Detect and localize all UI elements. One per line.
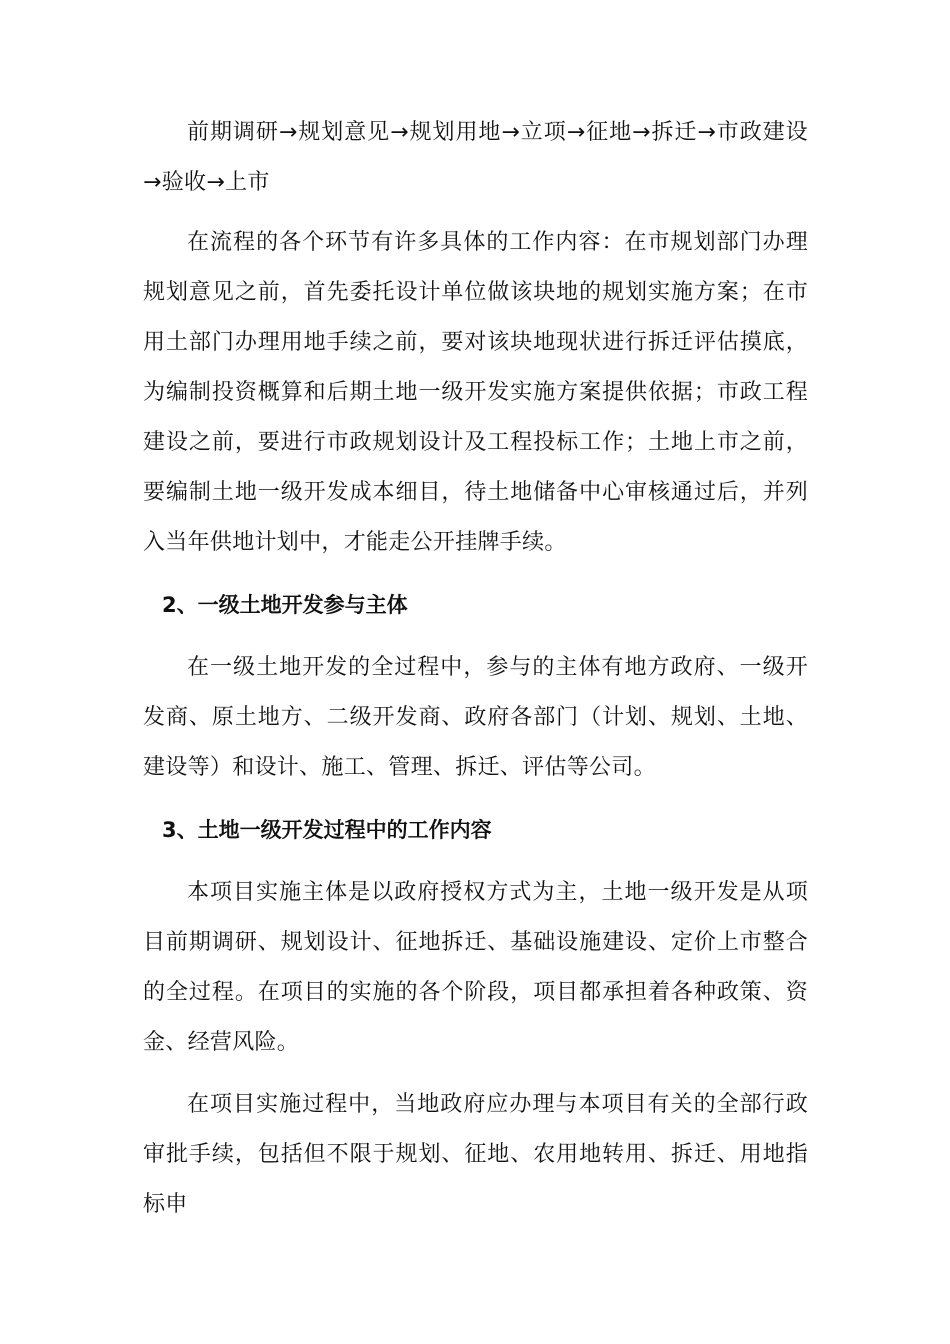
- section-heading-participants: 2、一级土地开发参与主体: [162, 593, 408, 617]
- paragraph-participants: 在一级土地开发的全过程中，参与的主体有地方政府、一级开发商、原土地方、二级开发商、政府各部门（计划、规划、土地、建设等）和设计、施工、管理、拆迁、评估等公司。: [143, 655, 808, 780]
- paragraph-implementation-subject: 本项目实施主体是以政府授权方式为主，土地一级开发是从项目前期调研、规划设计、征地拆迁、基础设施建设、定价上市整合的全过程。在项目的实施的各个阶段，项目都承担着各种政策、资金、经营风险。: [143, 880, 808, 1055]
- paragraph-administrative-approval: 在项目实施过程中，当地政府应办理与本项目有关的全部行政审批手续，包括但不限于规划、征地、农用地转用、拆迁、用地指标申: [143, 1092, 808, 1217]
- paragraph-process-flow: 前期调研→规划意见→规划用地→立项→征地→拆迁→市政建设→验收→上市: [143, 120, 808, 195]
- paragraph-workflow-details: 在流程的各个环节有许多具体的工作内容：在市规划部门办理规划意见之前，首先委托设计单位做该块地的规划实施方案；在市用土部门办理用地手续之前，要对该块地现状进行拆迁评估摸底，为编制投资概算和后期土地一级开发实施方案提供依据；市政工程建设之前，要进行市政规划设计及工程投标工作；土地上市之前，要编制土地一级开发成本细目，待土地储备中心审核通过后，并列入当年供地计划中，才能走公开挂牌手续。: [143, 230, 808, 555]
- section-heading-work-content: 3、土地一级开发过程中的工作内容: [162, 818, 492, 842]
